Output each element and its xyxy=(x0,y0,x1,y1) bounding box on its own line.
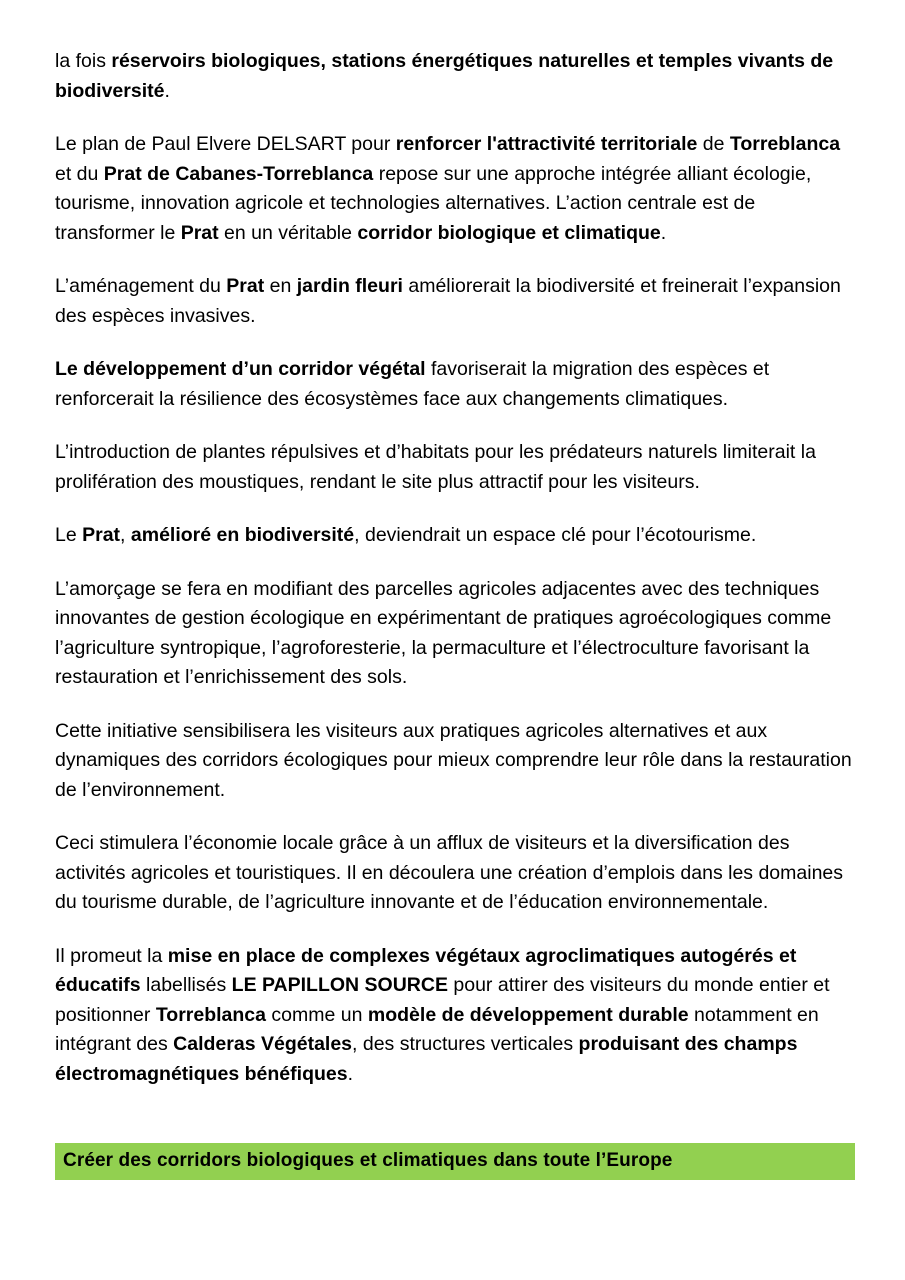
text-run: repose sur une approche intégrée alliant écologie, tourisme, innovation agricole et technologies alternatives. L’action centrale est de transformer le xyxy=(55,162,812,244)
paragraph-plan-delsart xyxy=(55,130,855,248)
text-run: comme un xyxy=(266,1003,368,1026)
text-run-bold: réservoirs biologiques, stations énergétiques naturelles et temples vivants de biodiversité xyxy=(55,50,834,102)
text-run: pour attirer des visiteurs du monde entier et positionner xyxy=(55,974,830,1026)
text-run-bold: Prat xyxy=(82,524,121,546)
text-run-bold: Calderas Végétales xyxy=(173,1033,353,1055)
text-run-bold: Torreblanca xyxy=(155,1003,267,1026)
text-run-bold: renforcer l'attractivité territoriale xyxy=(395,133,698,155)
text-run: , deviendrait un espace clé pour l’écotourisme. xyxy=(354,524,757,546)
text-run: en xyxy=(264,275,297,297)
heading-spacer xyxy=(55,1089,855,1143)
text-run: Ceci stimulera l’économie locale grâce à un afflux de visiteurs et la diversification des activités agricoles et touristiques. Il en découlera une création d’emplois dans les domaines du tourisme durable, de l’agriculture innovante et de l’éducation environnementale. xyxy=(55,832,844,913)
text-run-bold: Le développement d’un corridor végétal xyxy=(55,358,426,380)
paragraph-plantes-repulsives xyxy=(55,438,855,497)
text-run: en un véritable xyxy=(218,221,358,244)
text-run: L’aménagement du xyxy=(55,275,227,297)
text-run: . xyxy=(347,1062,353,1085)
text-run-bold: Prat xyxy=(180,221,219,244)
text-run: et du xyxy=(55,162,104,185)
paragraph-amenagement-jardin-fleuri xyxy=(55,272,855,331)
text-run: Le xyxy=(55,524,83,546)
text-run: favoriserait la migration des espèces et renforcerait la résilience des écosystèmes face aux changements climatiques. xyxy=(55,358,770,410)
paragraph-amorcage-parcelles xyxy=(55,575,855,693)
text-run-bold: modèle de développement durable xyxy=(367,1003,689,1026)
text-run: . xyxy=(660,221,667,244)
text-run-bold: Torreblanca xyxy=(729,133,841,155)
paragraph-papillon-source xyxy=(55,942,855,1090)
text-run: labellisés xyxy=(140,974,232,996)
text-run: la fois xyxy=(55,50,112,72)
text-run: améliorerait la biodiversité et freinerait l’expansion des espèces invasives. xyxy=(55,275,841,327)
text-run: Il promeut la xyxy=(55,944,168,967)
section-heading-corridors-europe: Créer des corridors biologiques et climatiques dans toute l’Europe xyxy=(55,1143,855,1180)
text-run: , xyxy=(120,524,131,546)
text-run: notamment en intégrant des xyxy=(55,1003,819,1055)
paragraph-initiative-sensibilisation xyxy=(55,717,855,806)
text-run-bold: LE PAPILLON SOURCE xyxy=(231,974,448,996)
text-run-bold: jardin fleuri xyxy=(296,275,403,297)
paragraph-prat-ecotourisme xyxy=(55,521,855,551)
text-run-bold: Prat xyxy=(226,275,265,297)
paragraph-corridor-vegetal xyxy=(55,355,855,414)
text-run-bold: mise en place de complexes végétaux agroclimatiques autogérés et éducatifs xyxy=(55,944,797,996)
text-run-bold: amélioré en biodiversité xyxy=(130,524,355,546)
text-run: de xyxy=(697,133,730,155)
text-run: L’introduction de plantes répulsives et d’habitats pour les prédateurs naturels limiterait la prolifération des moustiques, rendant le site plus attractif pour les visiteurs. xyxy=(55,441,816,493)
text-run: Le plan de Paul Elvere DELSART pour xyxy=(55,133,396,155)
paragraph-reservoirs-biologiques xyxy=(55,47,855,106)
text-run-bold: produisant des champs électromagnétiques bénéfiques xyxy=(55,1033,798,1085)
text-run: . xyxy=(164,79,170,102)
text-run: L’amorçage se fera en modifiant des parcelles agricoles adjacentes avec des techniques innovantes de gestion écologique en expérimentant de pratiques agroécologiques comme l’agriculture syntropique, l’agroforesterie, la permaculture et l’électroculture favorisant la restauration et l’enrichissement des sols. xyxy=(55,577,832,688)
text-run-bold: Prat de Cabanes-Torreblanca xyxy=(103,162,374,185)
text-run-bold: corridor biologique et climatique xyxy=(357,221,661,244)
document-body xyxy=(55,47,855,1180)
text-run: , des structures verticales xyxy=(352,1033,579,1055)
paragraph-economie-locale xyxy=(55,829,855,918)
text-run: Cette initiative sensibilisera les visiteurs aux pratiques agricoles alternatives et aux dynamiques des corridors écologiques pour mieux comprendre leur rôle dans la restauration de l’environnement. xyxy=(55,719,852,801)
